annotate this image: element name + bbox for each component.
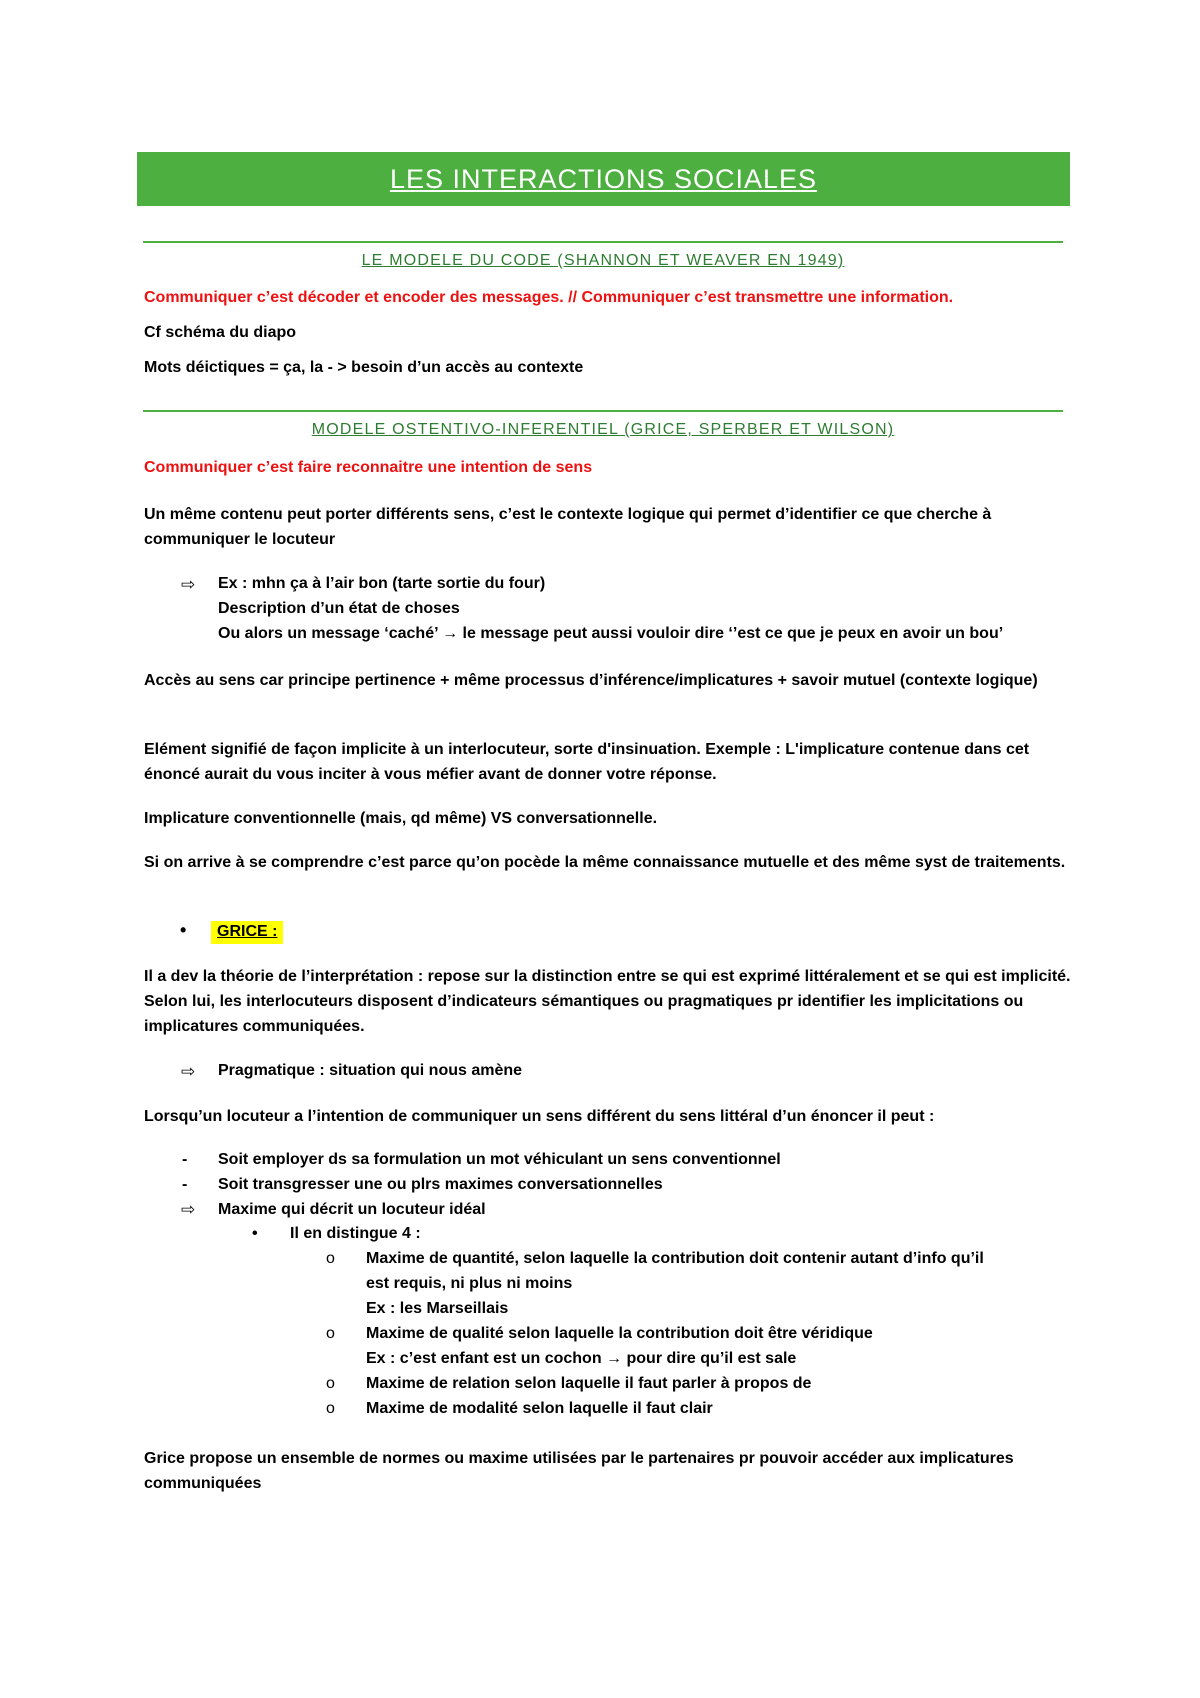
pragmatique-line: Pragmatique : situation qui nous amène (218, 1062, 523, 1079)
maxim-relation: Maxime de relation selon laquelle il faut parler à propos de (366, 1375, 812, 1392)
bullet-icon: • (180, 920, 187, 940)
paragraph: Grice propose un ensemble de normes ou maxime utilisées par le partenaires pr pouvoir accéder aux implicatures communiquées (144, 1450, 1014, 1492)
section-divider (143, 410, 1063, 412)
bullet-icon: • (252, 1225, 258, 1242)
arrow-icon: ⇨ (181, 1062, 196, 1081)
paragraph: Un même contenu peut porter différents sens, c’est le contexte logique qui permet d’identifier ce que cherche à communiquer le locuteur (144, 506, 992, 548)
maxim-quantity: Maxime de quantité, selon laquelle la contribution doit contenir autant d’info qu’il (366, 1250, 984, 1267)
maxim-quality-example: Ex : c’est enfant est un cochon → pour dire qu’il est sale (366, 1350, 797, 1367)
code-model-line: Mots déictiques = ça, la - > besoin d’un accès au contexte (144, 359, 584, 376)
circle-bullet: o (326, 1400, 335, 1417)
paragraph: Si on arrive à se comprendre c’est parce qu’on pocède la même connaissance mutuelle et des même syst de traitements. (144, 854, 1066, 871)
paragraph: Implicature conventionnelle (mais, qd même) VS conversationnelle. (144, 810, 658, 827)
dash-bullet: - (182, 1176, 188, 1193)
code-model-definition: Communiquer c’est décoder et encoder des messages. // Communiquer c’est transmettre une information. (144, 289, 954, 306)
list-item: Maxime qui décrit un locuteur idéal (218, 1201, 486, 1218)
example-line: Ou alors un message ‘caché’ → le message peut aussi vouloir dire ‘’est ce que je peux en avoir un bou’ (218, 625, 1004, 642)
paragraph: Elément signifié de façon implicite à un interlocuteur, sorte d'insinuation. Exemple : L'implicature contenue dans cet énoncé aurait du vous inciter à vous méfier avant de donner votre réponse. (144, 741, 1030, 783)
maxim-quantity-example: Ex : les Marseillais (366, 1300, 509, 1317)
circle-bullet: o (326, 1250, 335, 1267)
section-divider (143, 241, 1063, 243)
arrow-icon: ⇨ (181, 575, 196, 594)
circle-bullet: o (326, 1325, 335, 1342)
maxim-quantity-cont: est requis, ni plus ni moins (366, 1275, 573, 1292)
example-line: Ex : mhn ça à l’air bon (tarte sortie du four) (218, 575, 546, 592)
paragraph: Accès au sens car principe pertinence + même processus d’inférence/implicatures + savoir mutuel (contexte logique) (144, 672, 1038, 689)
code-model-line: Cf schéma du diapo (144, 324, 297, 341)
ostensive-model-definition: Communiquer c’est faire reconnaitre une intention de sens (144, 459, 593, 476)
paragraph: Lorsqu’un locuteur a l’intention de communiquer un sens différent du sens littéral d’un énoncer il peut : (144, 1108, 935, 1125)
example-line: Description d’un état de choses (218, 600, 460, 617)
title-banner (137, 152, 1070, 206)
grice-heading: GRICE : (211, 921, 283, 944)
dash-bullet: - (182, 1151, 188, 1168)
list-item: Il en distingue 4 : (290, 1225, 421, 1242)
circle-bullet: o (326, 1375, 335, 1392)
maxim-quality: Maxime de qualité selon laquelle la contribution doit être véridique (366, 1325, 873, 1342)
page-title: LES INTERACTIONS SOCIALES (389, 163, 818, 194)
list-item: Soit employer ds sa formulation un mot véhiculant un sens conventionnel (218, 1151, 781, 1168)
list-item: Soit transgresser une ou plrs maximes conversationnelles (218, 1176, 663, 1193)
section-heading-code-model: LE MODELE DU CODE (SHANNON ET WEAVER EN 1949) (361, 252, 845, 269)
paragraph: Il a dev la théorie de l’interprétation : repose sur la distinction entre se qui est exprimé littéralement et se qui est implicité. Selon lui, les interlocuteurs disposent d’indicateurs sémantiques ou pragmatiques pr identifier les implicitations ou implicatures communiquées. (144, 968, 1071, 1035)
maxim-modality: Maxime de modalité selon laquelle il faut clair (366, 1400, 713, 1417)
arrow-icon: ⇨ (181, 1200, 196, 1219)
section-heading-ostensive-model: MODELE OSTENTIVO-INFERENTIEL (GRICE, SPERBER ET WILSON) (311, 421, 895, 438)
